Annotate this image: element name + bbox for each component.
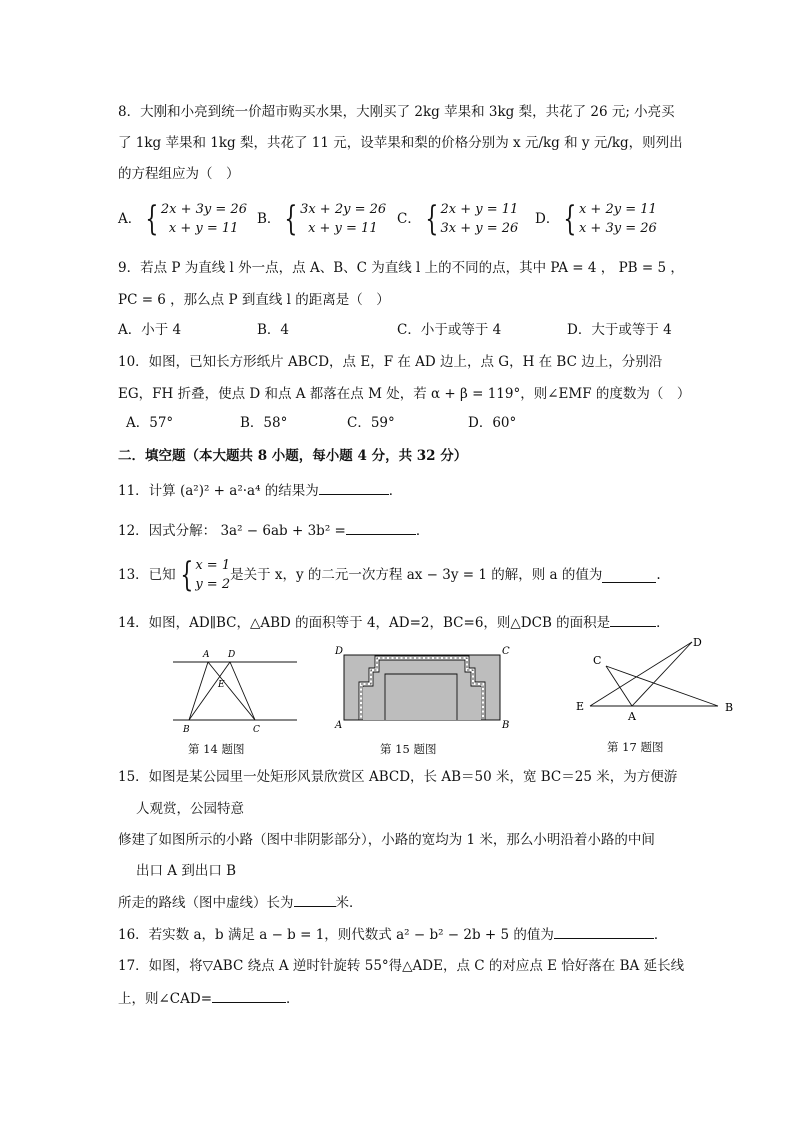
q8-option-d-eq2: x + 3y = 26	[578, 221, 657, 236]
q11-text: 11．计算 (a²)² + a²·a⁴ 的结果为	[118, 483, 319, 499]
q15-line-2: 人观赏，公园特意	[136, 801, 244, 817]
q8-option-a-eq2: x + y = 11	[168, 221, 239, 236]
q10-option-b: B．58°	[240, 415, 288, 431]
q8-option-d: D． { x + 2y = 11 x + 3y = 26	[535, 199, 657, 239]
q10-option-d: D．60°	[468, 415, 517, 431]
fig17-label-b: B	[725, 701, 734, 714]
q8-option-b-eq1: 3x + 2y = 26	[300, 202, 387, 217]
q8-option-a-label: A．	[118, 211, 142, 227]
q13-answer-blank	[602, 568, 656, 583]
figure-14	[165, 646, 305, 736]
q13-eq2: y = 2	[195, 577, 231, 592]
q8-line-3: 的方程组应为（ ）	[118, 166, 240, 182]
q8-option-c-eq1: 2x + y = 11	[440, 202, 519, 217]
q17-line-2-text: 上，则∠CAD=	[118, 991, 213, 1007]
q8-line-1: 8．大刚和小亮到统一价超市购买水果，大刚买了 2kg 苹果和 3kg 梨，共花了 26 元; 小亮买	[118, 104, 675, 120]
q11-answer-blank	[319, 480, 389, 495]
q8-option-c: C． { 2x + y = 11 3x + y = 26	[397, 199, 519, 239]
q14-text: 14．如图，AD∥BC，△ABD 的面积等于 4，AD=2，BC=6，则△DCB 的面积是	[118, 615, 611, 631]
q15-line-1: 15．如图是某公园里一处矩形风景欣赏区 ABCD，长 AB＝50 米，宽 BC＝25 米，为方便游	[118, 769, 678, 785]
q17-end: ．	[286, 991, 300, 1007]
fig14-label-b: B	[183, 725, 190, 735]
q12	[118, 520, 429, 541]
q9-line-2: PC = 6 ，那么点 P 到直线 l 的距离是（ ）	[118, 292, 390, 308]
q14-end: ．	[656, 615, 670, 631]
q11	[118, 480, 402, 501]
q8-line-2: 了 1kg 苹果和 1kg 梨，共花了 11 元，设苹果和梨的价格分别为 x 元/kg 和 y 元/kg，则列出	[118, 135, 683, 151]
q10-option-a: A．57°	[126, 415, 174, 431]
q8-option-d-label: D．	[535, 211, 560, 227]
q13-eq1: x = 1	[195, 558, 231, 573]
q15-line-3: 修建了如图所示的小路（图中非阴影部分），小路的宽均为 1 米，那么小明沿着小路的中间	[118, 832, 655, 848]
q15-end: 米．	[335, 895, 363, 911]
q17-answer-blank	[212, 988, 286, 1003]
q13-pre: 13．已知	[118, 567, 176, 583]
fig14-label-d: D	[228, 650, 236, 660]
fig14-label-a: A	[203, 650, 210, 660]
figure-15	[333, 644, 513, 730]
fig15-label-a: A	[335, 720, 343, 730]
fig15-label-c: C	[502, 646, 510, 657]
fig14-label-e: E	[218, 680, 225, 690]
q9-option-a: A．小于 4	[118, 322, 182, 338]
q11-end: ．	[388, 483, 403, 499]
q8-option-b-label: B．	[257, 211, 281, 227]
q10-line-2: EG，FH 折叠，使点 D 和点 A 都落在点 M 处，若 α + β = 119°，则∠EMF 的度数为（ ）	[118, 386, 691, 402]
q10-line-1: 10．如图，已知长方形纸片 ABCD，点 E，F 在 AD 边上，点 G，H 在 BC 边上，分别沿	[118, 354, 663, 370]
fig15-caption: 第 15 题图	[380, 742, 437, 756]
q15-line-4: 出口 A 到出口 B	[136, 863, 237, 879]
q8-option-a-eq1: 2x + 3y = 26	[160, 202, 247, 217]
q8-option-a: A． { 2x + 3y = 26 x + y = 11	[118, 199, 247, 239]
q8-option-d-eq1: x + 2y = 11	[578, 202, 657, 217]
fig14-caption: 第 14 题图	[188, 742, 245, 756]
fig17-label-a: A	[628, 710, 636, 722]
fig17-label-e: E	[576, 700, 585, 713]
q8-option-b: B． { 3x + 2y = 26 x + y = 11	[257, 199, 387, 239]
q17-line-1: 17．如图，将▽ABC 绕点 A 逆时针旋转 55°得△ADE，点 C 的对应点 E 恰好落在 BA 延长线	[118, 958, 685, 974]
q9-option-d: D．大于或等于 4	[567, 322, 672, 338]
q10-option-c: C．59°	[347, 415, 395, 431]
q9-option-c: C．小于或等于 4	[397, 322, 502, 338]
q14-answer-blank	[610, 612, 656, 627]
fig15-label-b: B	[502, 720, 510, 730]
q16-answer-blank	[554, 924, 654, 939]
q9-line-1: 9．若点 P 为直线 l 外一点，点 A、B、C 为直线 l 上的不同的点，其中 PA = 4 ， PB = 5 ，	[118, 260, 684, 276]
figure-17	[570, 630, 740, 722]
q12-end: ．	[415, 523, 430, 539]
q13-post: 是关于 x，y 的二元一次方程 ax − 3y = 1 的解，则 a 的值为	[230, 567, 603, 583]
q8-option-c-eq2: 3x + y = 26	[440, 221, 519, 236]
q16	[118, 924, 667, 945]
q13-end: .	[656, 567, 661, 583]
section-2-heading: 二．填空题（本大题共 8 小题，每小题 4 分，共 32 分）	[118, 448, 468, 464]
q12-text: 12．因式分解： 3a² − 6ab + 3b² =	[118, 523, 346, 539]
q8-option-c-label: C．	[397, 211, 421, 227]
fig15-label-d: D	[335, 646, 344, 657]
fig14-label-c: C	[253, 725, 260, 735]
fig17-label-c: C	[593, 654, 602, 667]
q16-text: 16．若实数 a，b 满足 a − b = 1，则代数式 a² − b² − 2b + 5 的值为	[118, 927, 554, 943]
q15-answer-blank	[294, 892, 336, 907]
q17-line-2	[118, 988, 300, 1009]
q9-option-b: B．4	[257, 322, 290, 338]
q15-line-5-text: 所走的路线（图中虚线）长为	[118, 895, 294, 911]
q16-end: ．	[653, 927, 668, 943]
q8-option-b-eq2: x + y = 11	[308, 221, 378, 236]
fig17-label-d: D	[693, 636, 702, 649]
q13: 13．已知 { x = 1 y = 2 是关于 x，y 的二元一次方程 ax − 3y = 1 的解，则 a 的值为 .	[118, 555, 661, 595]
fig17-caption: 第 17 题图	[607, 740, 664, 754]
q15-line-5	[118, 892, 363, 913]
q12-answer-blank	[346, 520, 416, 535]
